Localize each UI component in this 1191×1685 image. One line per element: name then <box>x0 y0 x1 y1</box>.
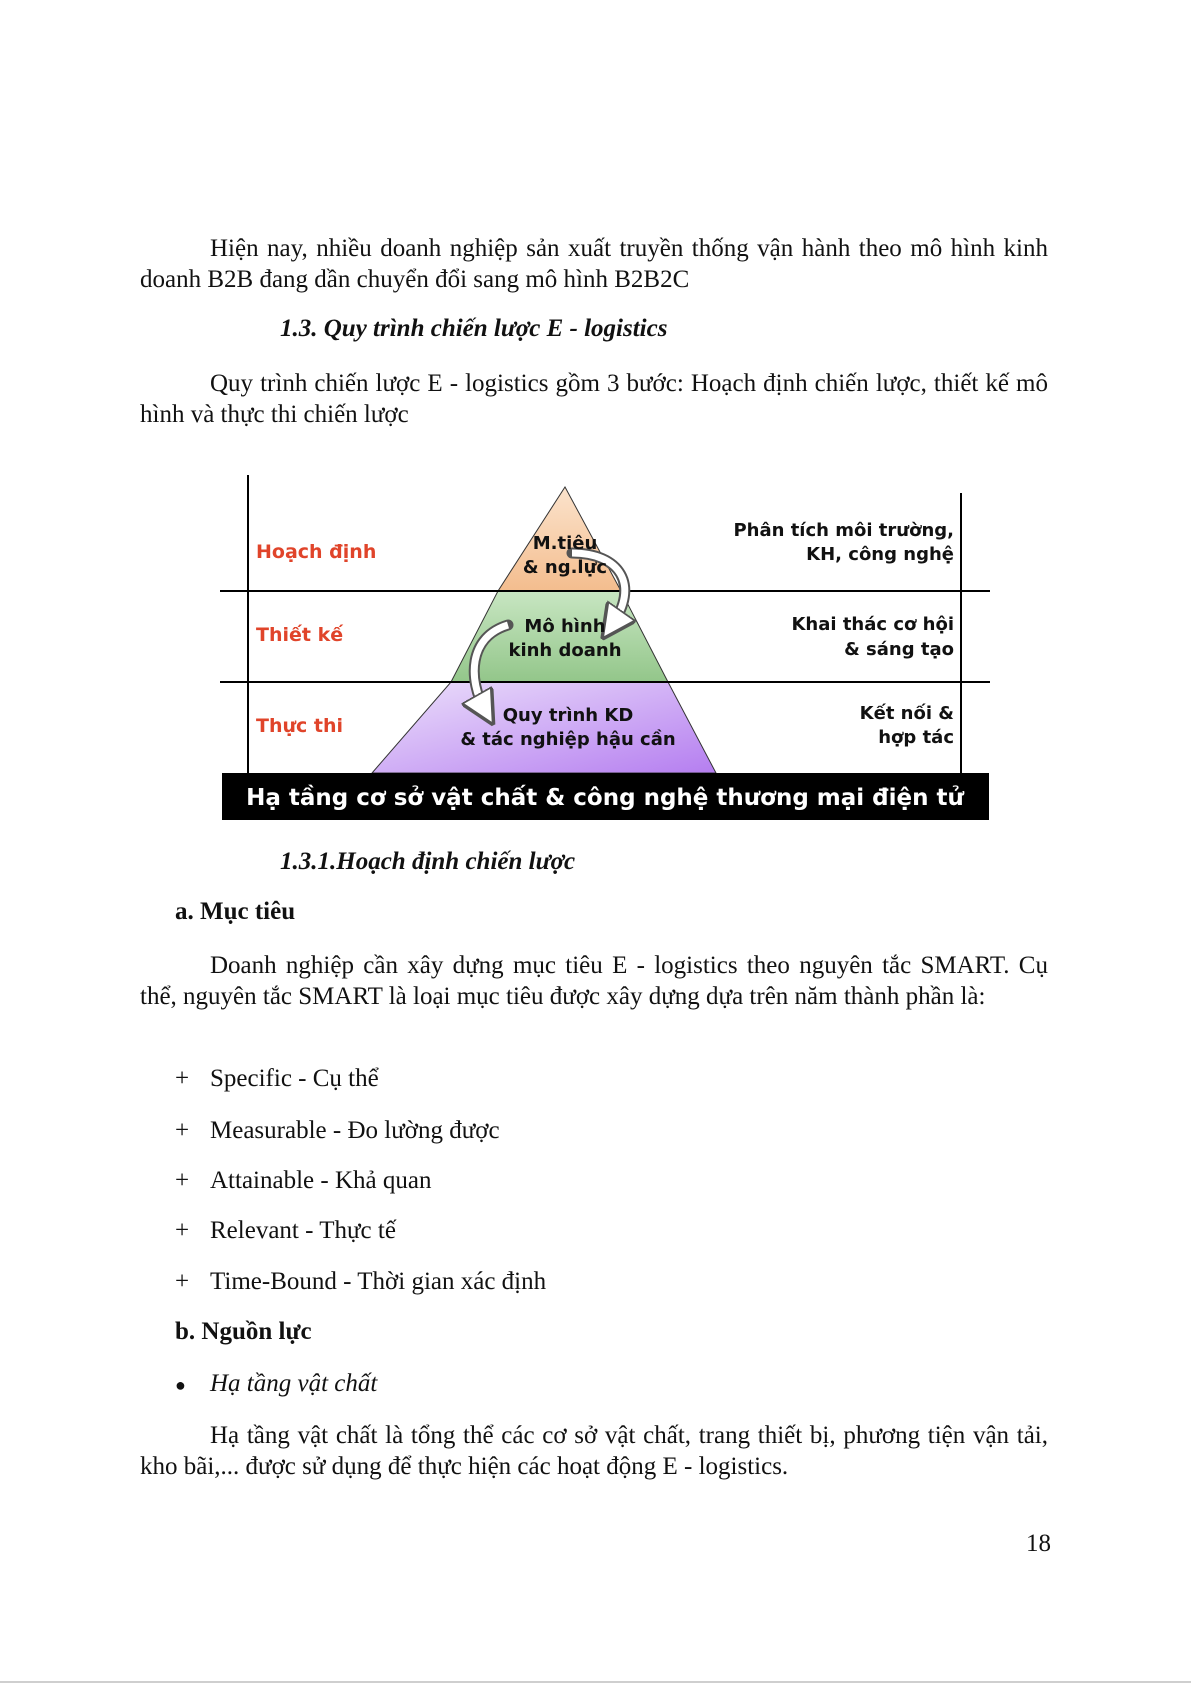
right-label-bottom-2: hợp tác <box>878 727 954 748</box>
list-item <box>175 1368 377 1401</box>
list-item-text: Relevant - Thực tế <box>210 1217 396 1244</box>
pyramid-tier-bottom <box>372 682 716 773</box>
center-label-top-2: & ng.lực <box>522 557 608 578</box>
list-item-text: Attainable - Khả quan <box>210 1167 432 1194</box>
list-item-text: Measurable - Đo lường được <box>210 1117 500 1144</box>
right-label-middle-2: & sáng tạo <box>844 639 954 660</box>
right-label-bottom-1: Kết nối & <box>859 703 954 724</box>
right-label-top-2: KH, công nghệ <box>806 544 954 565</box>
list-item <box>175 1215 396 1246</box>
stage-label-planning: Hoạch định <box>256 541 377 563</box>
right-label-top-1: Phân tích môi trường, <box>733 520 954 541</box>
plus-bullet-icon: + <box>175 1268 190 1295</box>
part-b-paragraph: Hạ tầng vật chất là tổng thể các cơ sở vật chất, trang thiết bị, phương tiện vận tải, kho bãi,... được sử dụng để thực hiện các hoạt động E - logistics. <box>140 1422 1048 1480</box>
plus-bullet-icon: + <box>175 1117 190 1144</box>
section-heading: 1.3. Quy trình chiến lược E - logistics <box>280 315 668 342</box>
dot-bullet-icon: ● <box>175 1375 186 1395</box>
center-label-bottom-2: & tác nghiệp hậu cần <box>460 729 676 750</box>
page-bottom-divider <box>0 1681 1191 1683</box>
page-number: 18 <box>1026 1530 1051 1557</box>
infrastructure-base-label: Hạ tầng cơ sở vật chất & công nghệ thương mại điện tử <box>246 785 964 811</box>
list-item-text: Specific - Cụ thể <box>210 1065 379 1092</box>
center-label-middle-1: Mô hình <box>524 616 606 637</box>
list-item-text: Time-Bound - Thời gian xác định <box>210 1268 547 1295</box>
subsection-heading: 1.3.1.Hoạch định chiến lược <box>280 848 576 875</box>
center-label-top-1: M.tiêu <box>532 533 598 554</box>
plus-bullet-icon: + <box>175 1167 190 1194</box>
list-item <box>175 1165 431 1196</box>
list-item <box>175 1063 379 1094</box>
intro-paragraph: Hiện nay, nhiều doanh nghiệp sản xuất truyền thống vận hành theo mô hình kinh doanh B2B đang dần chuyển đổi sang mô hình B2B2C <box>140 235 1048 293</box>
stage-label-design: Thiết kế <box>256 624 344 646</box>
section-paragraph: Quy trình chiến lược E - logistics gồm 3 bước: Hoạch định chiến lược, thiết kế mô hình và thực thi chiến lược <box>140 370 1048 428</box>
strategy-pyramid-diagram <box>220 475 1000 825</box>
right-label-middle-1: Khai thác cơ hội <box>791 614 954 635</box>
list-item <box>175 1266 546 1297</box>
plus-bullet-icon: + <box>175 1065 190 1092</box>
part-a-paragraph: Doanh nghiệp cần xây dựng mục tiêu E - logistics theo nguyên tắc SMART. Cụ thể, nguyên tắc SMART là loại mục tiêu được xây dựng dựa trên năm thành phần là: <box>140 952 1048 1010</box>
stage-label-execution: Thực thi <box>256 715 344 737</box>
list-item <box>175 1115 500 1146</box>
part-b-heading: b. Nguồn lực <box>175 1318 312 1345</box>
plus-bullet-icon: + <box>175 1217 190 1244</box>
center-label-bottom-1: Quy trình KD <box>502 705 634 726</box>
part-a-heading: a. Mục tiêu <box>175 898 296 925</box>
center-label-middle-2: kinh doanh <box>508 640 622 661</box>
list-item-text: Hạ tầng vật chất <box>210 1370 378 1397</box>
